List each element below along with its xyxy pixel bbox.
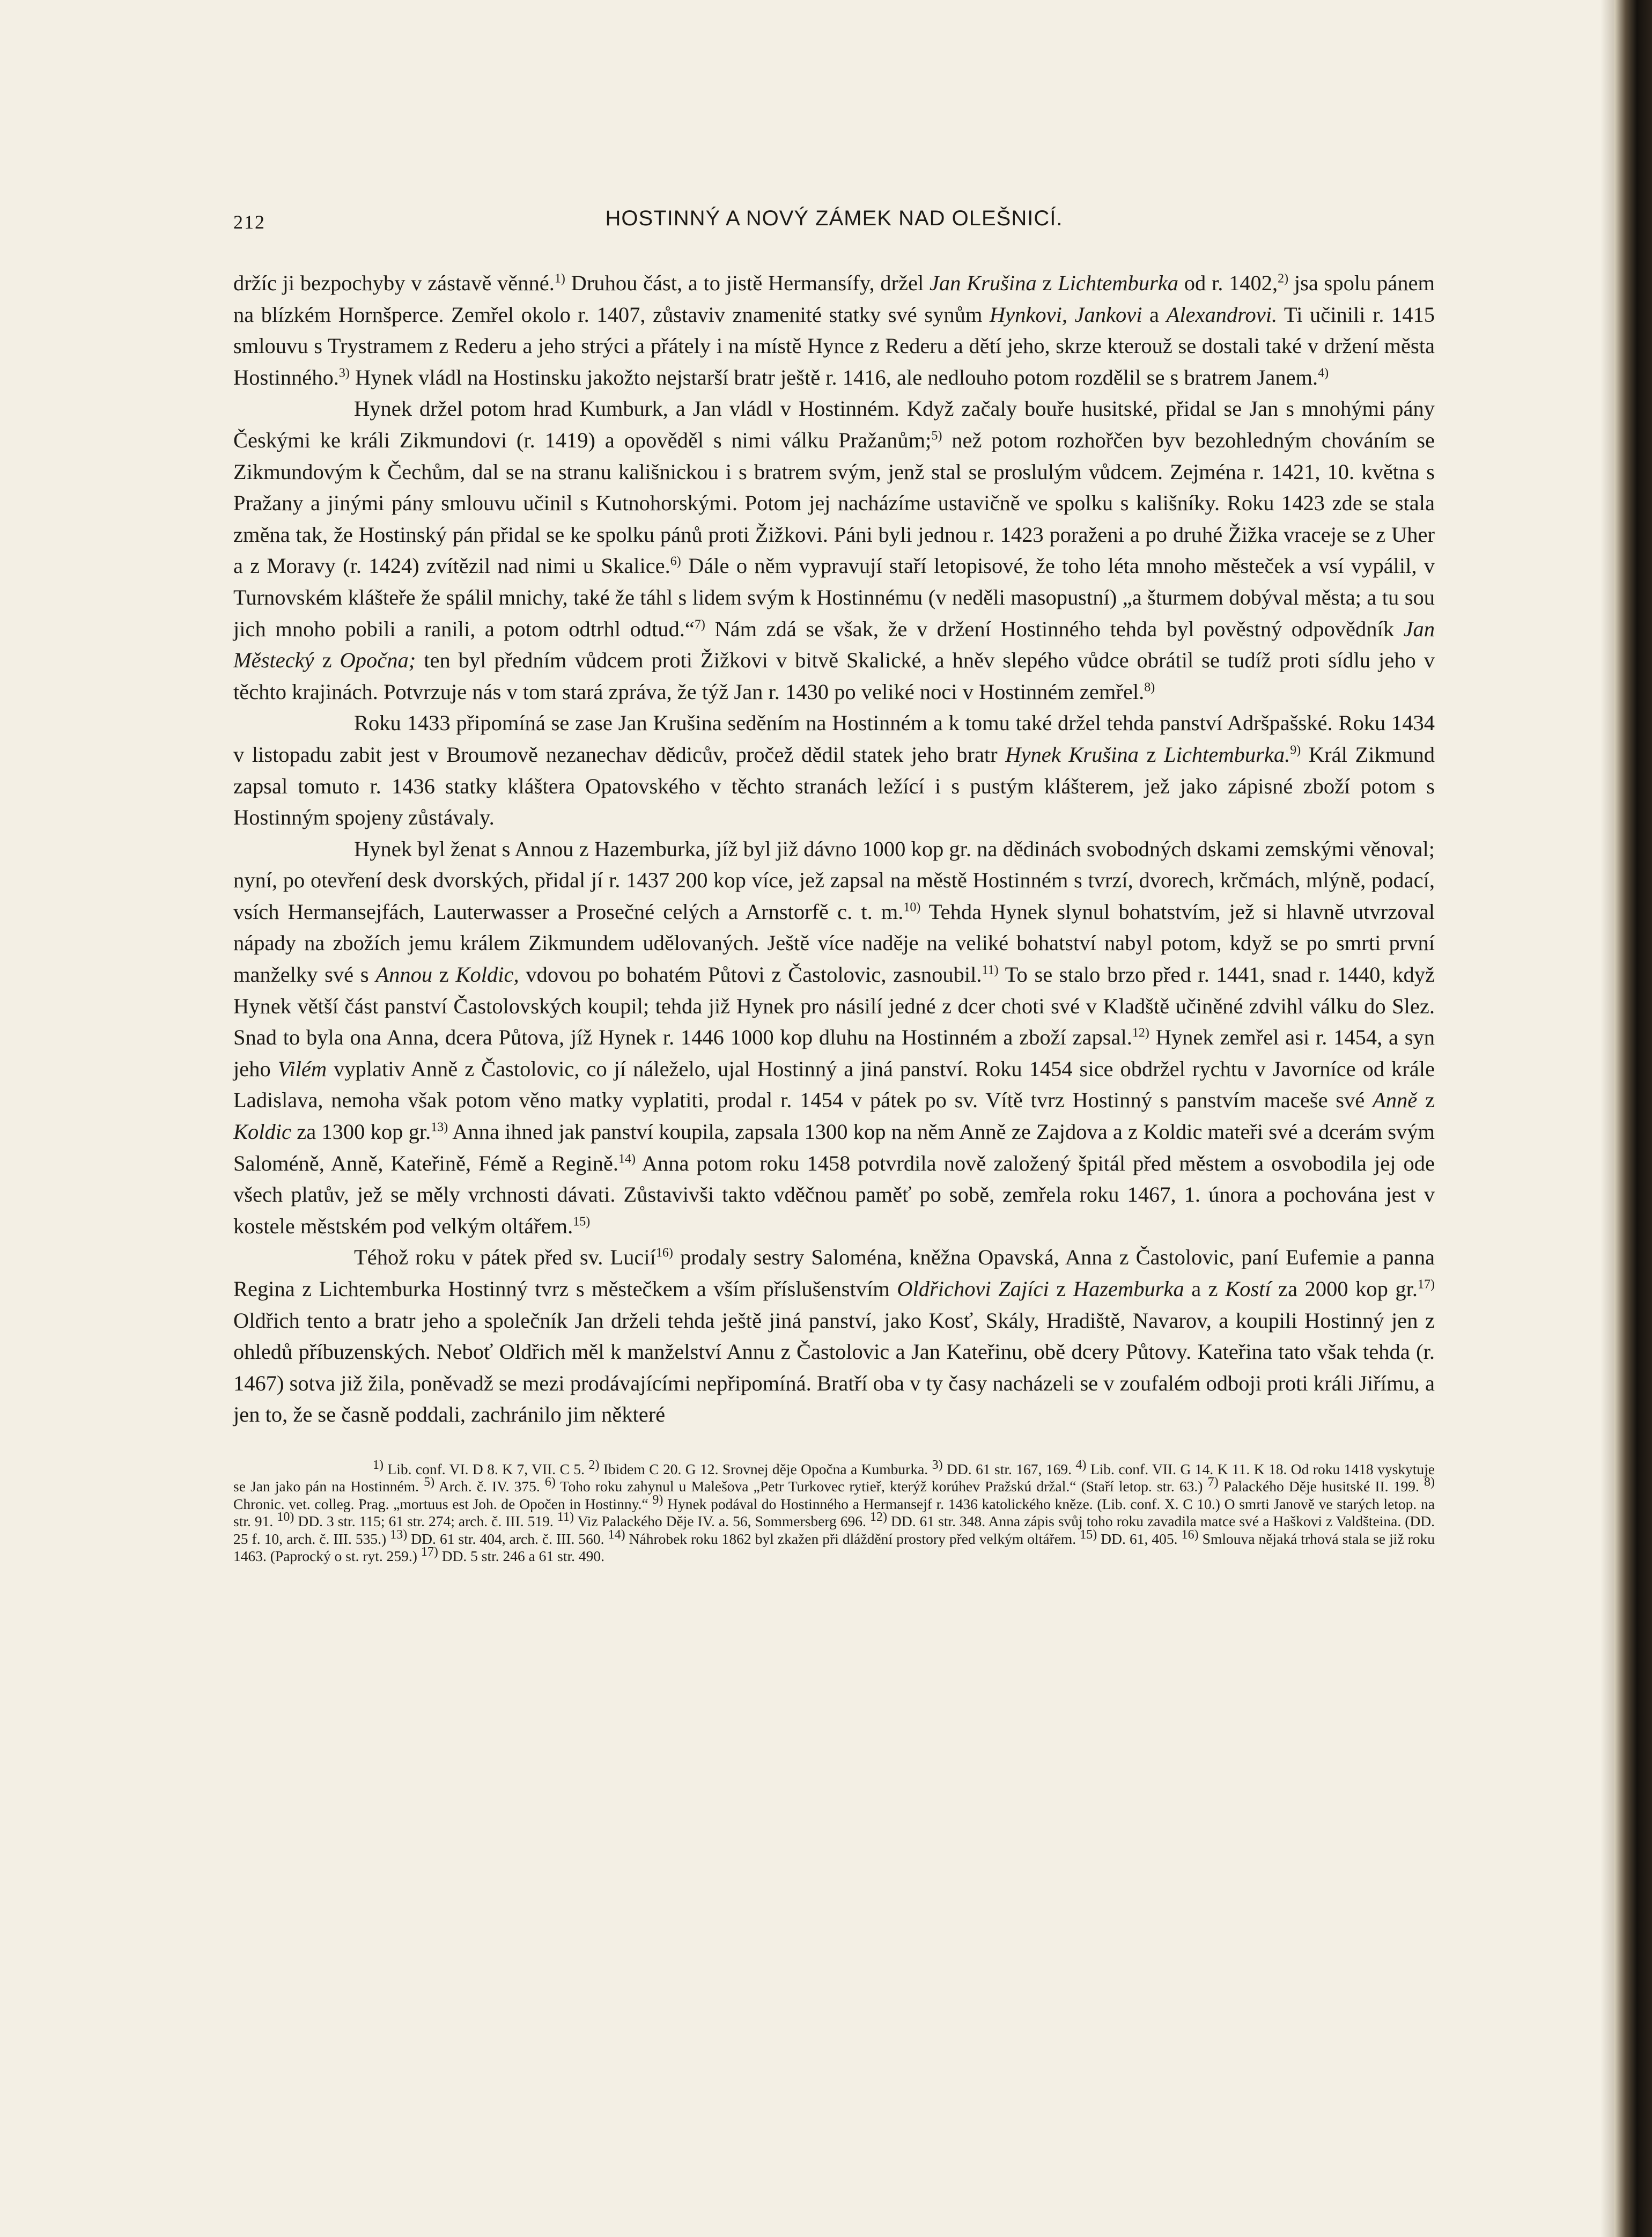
footnote-marker: 10) [277,1510,294,1525]
text-run: ten byl předním vůdcem proti Žižkovi v bitvě Skalické, a hněv slepého vůdce obrátil se tudíž proti sídlu jeho v těchto krajinách. Potvrzuje nás v tom stará zpráva, že týž Jan r. 1430 po veliké noci v Hostinném zemřel. [233,648,1435,704]
footnote-marker: 3) [338,366,350,380]
italic-name: Koldic, [455,962,519,987]
italic-name: Jan Krušina [929,271,1037,295]
footnote-marker: 13) [431,1120,448,1135]
book-page [233,207,1435,1565]
text-run: Roku 1433 připomíná se zase Jan Krušina seděním na Hostinném a k tomu také držel tehda panství Adršpašské. Roku 1434 v listopadu zabit jest v Broumově nezanechav dědicův, pročež dědil statek jeho bratr [233,711,1435,767]
footnote-marker: 1) [554,271,565,286]
italic-name: Hazemburka [1073,1277,1184,1301]
text-run: Ti učinili r. 1415 smlouvu s Trystramem z Rederu a jeho strýci a přátely i na místě Hynce z Rederu a dětí jeho, skrze kterouž se dostali také v držení města Hostinného. [233,302,1435,389]
text-run: Palackého Děje husitské II. 199. [1218,1478,1424,1495]
text-run: Hynek držel potom hrad Kumburk, a Jan vládl v Hostinném. Když začaly bouře husitské, přidal se Jan s mnohými pány Českými ke králi Zikmundovi (r. 1419) a opověděl s nimi válku Pražanům; [233,396,1435,452]
footnote-block [233,1458,1435,1565]
text-run: vyplativ Anně z Častolovic, co jí náleželo, ujal Hostinný a jiná panství. Roku 1454 sice obdržel rychtu v Javorníce od krále Ladislava, nemoha však potom věno matky vyplatiti, prodal r. 1454 v pátek po sv. Vítě tvrz Hostinný s panstvím maceše své [233,1056,1435,1113]
footnote-marker: 7) [694,617,705,632]
text-run: vdovou po bohatém Půtovi z Častolovic, zasnoubil. [519,962,982,987]
paragraph [233,708,1435,833]
italic-name: Vilém [277,1056,327,1081]
footnote-marker: 4) [1318,366,1329,380]
footnote-marker: 16) [1181,1527,1199,1542]
text-run: DD. 3 str. 115; 61 str. 274; arch. č. III. 519. [294,1513,557,1530]
text-run: Ibidem C 20. G 12. Srovnej děje Opočna a Kumburka. [599,1460,932,1477]
footnote-marker: 13) [390,1527,408,1542]
italic-name: Annou [375,962,433,987]
text-run: Hynek podával do Hostinného a Hermansejf r. 1436 katolického kněze. (Lib. conf. X. C 10.) O smrti Janově ve starých letop. na str. 91. [233,1495,1435,1530]
text-run: Nám zdá se však, že v držení Hostinného tehda byl pověstný odpovědník [705,616,1404,641]
footnote-marker: 3) [932,1458,943,1472]
text-run: Chronic. vet. colleg. Prag. „mortuus est Joh. de Opočen in Hostinny.“ [233,1495,653,1512]
text-run: Hynek zemřel asi r. 1454, a syn jeho [233,1025,1435,1081]
italic-name: Opočna; [340,648,416,673]
footnote-marker: 17) [1418,1277,1435,1292]
footnote-marker: 5) [424,1475,435,1490]
italic-name: Hynkovi, Jankovi [989,302,1142,327]
footnote-marker: 16) [655,1246,673,1260]
footnote-marker: 17) [421,1545,438,1559]
text-run: od r. 1402, [1178,271,1278,295]
footnote-marker: 11) [557,1510,574,1525]
footnote-marker: 11) [982,963,999,977]
italic-name: Jan Městecký [233,616,1435,673]
italic-name: Alexandrovi. [1166,302,1278,327]
text-run: To se stalo brzo před r. 1441, snad r. 1440, když Hynek větší část panství Častolovských koupil; tehda již Hynek pro násilí jedné z dcer choti své v Kladště učiněné zdvihl válku do Slez. Snad to byla ona Anna, dcera Půtova, jíž Hynek r. 1446 1000 kop dluhu na Hostinném a zboží zapsal. [233,962,1435,1050]
footnote-marker: 6) [544,1475,556,1490]
page-header [233,207,1435,244]
text-run: za 2000 kop gr. [1271,1277,1418,1301]
italic-name: Lichtemburka [1058,271,1179,295]
footnote-marker: 8) [1144,680,1155,695]
footnote-marker: 8) [1424,1475,1435,1490]
text-run: Hynek byl ženat s Annou z Hazemburka, jíž byl již dávno 1000 kop gr. na dědinách svobodných dskami zemskými věnoval; nyní, po otevření desk dvorských, přidal jí r. 1437 200 kop více, jež zapsal na městě Hostinném s tvrzí, dvorech, krčmách, mlýně, podací, vsích Hermansejfách, Lauterwasser a Prosečné celých a Arnstorfě c. t. m. [233,836,1435,924]
text-run: Viz Palackého Děje IV. a. 56, Sommersberg 696. [573,1513,870,1530]
footnote-marker: 2) [1278,271,1289,286]
text-run: Anna potom roku 1458 potvrdila nově založený špitál před městem a osvobodila jej ode všech platův, jež se měly vrchnosti dávati. Zůstavivši takto vděčnou paměť po sobě, zemřela roku 1467, 1. února a pochována jest v kostele městském pod velkým oltářem. [233,1151,1435,1238]
text-run: Druhou část, a to jistě Hermansífy, držel [565,271,930,295]
page-number: 212 [233,211,266,233]
paragraph [233,268,1435,393]
text-run: Toho roku zahynul u Malešova „Petr Turkovec rytieř, kterýž korúhev Pražskú držal.“ (Staří letop. str. 63.) [555,1478,1208,1495]
footnotes [233,1458,1435,1565]
body-text [233,268,1435,1431]
text-run: Téhož roku v pátek před sv. Lucií [354,1245,656,1270]
running-title: HOSTINNÝ A NOVÝ ZÁMEK NAD OLEŠNICÍ. [605,207,1063,230]
footnote-marker: 10) [903,900,921,915]
paragraph [233,1242,1435,1431]
text-run: Náhrobek roku 1862 byl zkažen při dláždění prostory před velkým oltářem. [625,1530,1080,1547]
text-run: z [314,648,340,673]
text-run: za 1300 kop gr. [291,1120,431,1144]
text-run: z [1036,271,1058,295]
footnote-marker: 12) [869,1510,887,1525]
text-run: jsa spolu pánem na blízkém Hornšperce. Zemřel okolo r. 1407, zůstaviv znamenité statky své synům [233,271,1435,327]
text-run: DD. 61 str. 167, 169. [942,1460,1076,1477]
footnote-marker: 1) [373,1458,384,1472]
italic-name: Lichtemburka. [1164,742,1290,767]
text-run: Oldřich tento a bratr jeho a společník Jan drželi tehda ještě jiná panství, jako Kosť, Skály, Hradiště, Navarov, a koupili Hostinný jen z ohledů příbuzenských. Neboť Oldřich měl k manželství Annu z Častolovic a Jan Kateřinu, obě dcery Půtovy. Kateřina tato však tehda (r. 1467) sotva již žila, poněvadž se mezi prodávajícími nepřipomíná. Bratří oba v ty časy nacházeli se v zoufalém odboji proti králi Jiřímu, a jen to, že se časně poddali, zachránilo jim některé [233,1308,1435,1427]
footnote-marker: 9) [1290,743,1301,757]
text-run: z [1417,1088,1435,1113]
text-run: a [1142,302,1167,327]
footnote-marker: 4) [1075,1458,1087,1472]
italic-name: Kostí [1225,1277,1271,1301]
text-run: Hynek vládl na Hostinsku jakožto nejstarší bratr ještě r. 1416, ale nedlouho potom rozdělil se s bratrem Janem. [349,365,1318,389]
text-run: DD. 5 str. 246 a 61 str. 490. [438,1548,604,1565]
italic-name: Anně [1373,1088,1418,1113]
text-run: Tehda Hynek slynul bohatstvím, jež si hlavně utvrzoval nápady na zbožích jemu králem Zikmundem udělovaných. Ještě více naděje na veliké bohatství nabyl potom, když se po smrti první manželky své s [233,899,1435,987]
text-run: Král Zikmund zapsal tomuto r. 1436 statky kláštera Opatovského v těchto stranách ležící i s pustým klášterem, jež jako zápisné zboží potom s Hostinným spojeny zůstávaly. [233,742,1435,830]
text-run: Dále o něm vypravují staří letopisové, že toho léta mnoho městeček a vsí vypálil, v Turnovském klášteře že spálil mnichy, také že táhl s lidem svým k Hostinnému (v neděli masopustní) „a šturmem dobýval města; a tu sou jich mnoho pobili a ranili, a potom odtrhl odtud.“ [233,554,1435,641]
paragraph [233,393,1435,708]
footnote-marker: 15) [1080,1527,1097,1542]
text-run: Smlouva nějaká trhová stala se již roku 1463. (Paprocký o st. ryt. 259.) [233,1530,1435,1565]
footnote-marker: 2) [588,1458,600,1472]
text-run: než potom rozhořčen byv bezohledným chováním se Zikmundovým k Čechům, dal se na stranu kališnickou i s bratrem svým, jenž stal se proslulým vůdcem. Zejména r. 1421, 10. května s Pražany a jinými pány smlouvu učinil s Kutnohorskými. Potom jej nacházíme ustavičně ve spolku s kališníky. Roku 1423 zde se stala změna tak, že Hostinský pán přidal se ke spolku pánů proti Žižkovi. Páni byli jednou r. 1423 poraženi a po druhé Žižka vraceje se z Uher a z Moravy (r. 1424) zvítězil nad nimi u Skalice. [233,428,1435,578]
text-run: Lib. conf. VI. D 8. K 7, VII. C 5. [384,1460,589,1477]
footnote-marker: 5) [931,429,942,443]
text-run: prodaly sestry Saloména, kněžna Opavská, Anna z Častolovic, paní Eufemie a panna Regina z Lichtemburka Hostinný tvrz s městečkem a vším příslušenstvím [233,1245,1435,1301]
footnote-marker: 7) [1207,1475,1219,1490]
italic-name: Hynek Krušina [1005,742,1139,767]
text-run: držíc ji bezpochyby v zástavě věnné. [233,271,555,295]
text-run: Arch. č. IV. 375. [434,1478,545,1495]
footnote-marker: 9) [652,1492,663,1507]
book-spine [1614,0,1652,2237]
text-run: DD. 61 str. 348. Anna zápis svůj toho roku zavadila matce své a Haškovi z Valdšteina. (DD. 25 f. 10, arch. č. III. 535.) [233,1513,1435,1547]
footnote-marker: 12) [1132,1026,1149,1040]
italic-name: Koldic [233,1120,291,1144]
text-run: a z [1184,1277,1226,1301]
text-run: Lib. conf. VII. G 14. K 11. K 18. Od roku 1418 vyskytuje se Jan jako pán na Hostinném. [233,1460,1435,1495]
text-run: DD. 61, 405. [1097,1530,1182,1547]
text-run: DD. 61 str. 404, arch. č. III. 560. [407,1530,608,1547]
footnote-marker: 14) [608,1527,625,1542]
italic-name: Oldřichovi Zajíci [897,1277,1049,1301]
book-gutter-shadow [1601,0,1614,2237]
footnote-marker: 15) [573,1215,591,1229]
text-run: z [1138,742,1164,767]
text-run: z [432,962,456,987]
text-run: z [1049,1277,1073,1301]
footnote-marker: 6) [670,554,681,569]
paragraph [233,834,1435,1242]
text-run: Anna ihned jak panství koupila, zapsala 1300 kop na něm Anně ze Zajdova a z Koldic mateři své a dcerám svým Saloméně, Anně, Kateřině, Fémě a Regině. [233,1120,1435,1175]
footnote-marker: 14) [618,1152,636,1166]
